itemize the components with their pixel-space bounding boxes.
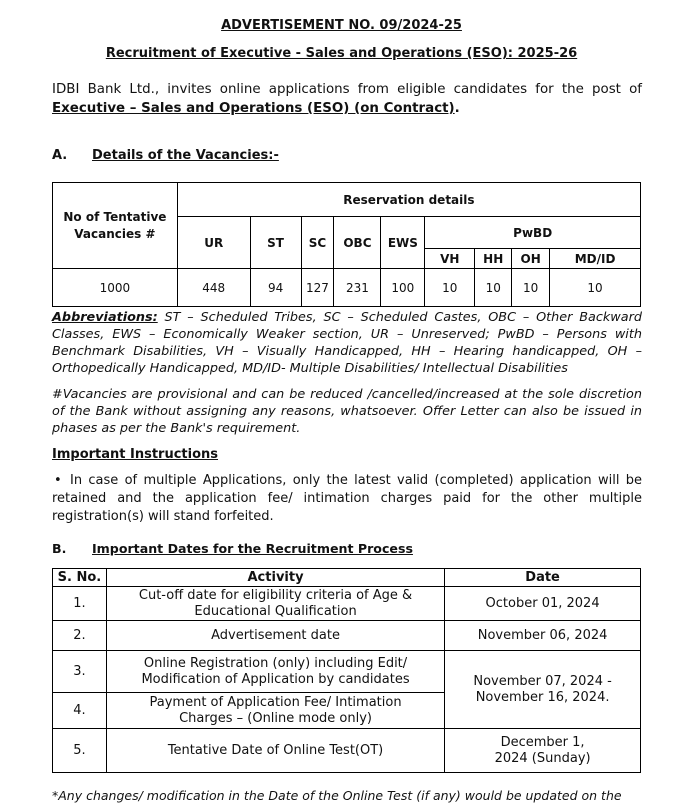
activity-header: Activity (106, 569, 444, 587)
total-vacancies: 1000 (53, 269, 178, 307)
advertisement-number: ADVERTISEMENT NO. 09/2024-25 (221, 18, 462, 33)
row-date: November 06, 2024 (445, 621, 641, 651)
row-sno: 3. (53, 651, 107, 693)
pwbd-value: 10 (425, 269, 475, 307)
abbreviations-text: ST – Scheduled Tribes, SC – Scheduled Castes, OBC – Other Backward Classes, EWS – Economically Weaker section, UR – Unreserved; PwBD – Persons with Benchmark Disabilities, VH – Visually Handicapped, HH – Hearing handicapped, OH – Orthopedically Handicapped, MD/ID- Multiple Disabilities/ Intellectual Disabilities (52, 310, 642, 376)
category-value: 100 (381, 269, 425, 307)
category-value: 231 (334, 269, 381, 307)
row-activity: Online Registration (only) including Edit/ Modification of Application by candidates (106, 651, 444, 693)
section-b-heading (52, 541, 413, 556)
post-name: Executive – Sales and Operations (ESO) (on Contract) (52, 101, 455, 116)
row-activity: Cut-off date for eligibility criteria of Age & Educational Qualification (106, 587, 444, 621)
vacancy-table (52, 182, 641, 307)
table-row (53, 621, 641, 651)
section-b-title: Important Dates for the Recruitment Process (92, 541, 413, 556)
instruction-text: In case of multiple Applications, only the latest valid (completed) application will be retained and the application fee/ intimation charges paid for the other multiple registration(s) will stand forfeited. (52, 473, 642, 524)
pwbd-header: PwBD (425, 217, 641, 249)
category-header: OBC (334, 217, 381, 269)
table-row (53, 651, 641, 693)
reservation-header: Reservation details (177, 183, 640, 217)
pwbd-category-header: MD/ID (550, 249, 641, 269)
sno-header: S. No. (53, 569, 107, 587)
category-header: ST (250, 217, 301, 269)
intro-paragraph (52, 80, 642, 118)
pwbd-value: 10 (512, 269, 550, 307)
row-activity: Payment of Application Fee/ Intimation Charges – (Online mode only) (106, 693, 444, 729)
row-date: November 07, 2024 - November 16, 2024. (445, 651, 641, 729)
pwbd-value: 10 (550, 269, 641, 307)
date-header: Date (445, 569, 641, 587)
row-date: October 01, 2024 (445, 587, 641, 621)
category-value: 448 (177, 269, 250, 307)
row-sno: 1. (53, 587, 107, 621)
instructions-heading: Important Instructions (52, 447, 219, 462)
intro-text: IDBI Bank Ltd., invites online applications from eligible candidates for the post of (52, 82, 642, 97)
pwbd-category-header: HH (475, 249, 512, 269)
category-value: 127 (301, 269, 334, 307)
intro-period: . (454, 101, 460, 116)
pwbd-category-header: VH (425, 249, 475, 269)
section-a-heading (52, 148, 279, 163)
abbreviations-note (52, 309, 642, 377)
category-header: SC (301, 217, 334, 269)
abbreviations-label: Abbreviations: (52, 310, 158, 325)
category-header: UR (177, 217, 250, 269)
row-sno: 5. (53, 729, 107, 773)
row-activity: Tentative Date of Online Test(OT) (106, 729, 444, 773)
vacancies-header: No of Tentative Vacancies # (53, 183, 178, 269)
row-date: December 1, 2024 (Sunday) (445, 729, 641, 773)
footnote: *Any changes/ modification in the Date of the Online Test (if any) would be updated on the (52, 788, 622, 803)
table-row (53, 729, 641, 773)
vacancy-provisional-note: #Vacancies are provisional and can be reduced /cancelled/increased at the sole discretion of the Bank without assigning any reasons, whatsoever. Offer Letter can also be issued in phases as per the Bank's requirement. (52, 387, 642, 436)
section-a-label: A. (52, 148, 68, 163)
page-title: Recruitment of Executive - Sales and Operations (ESO): 2025-26 (105, 46, 578, 61)
row-sno: 4. (53, 693, 107, 729)
instruction-item (52, 472, 642, 526)
important-dates-table (52, 568, 641, 773)
table-row (53, 587, 641, 621)
pwbd-category-header: OH (512, 249, 550, 269)
section-b-label: B. (52, 541, 67, 556)
section-a-title: Details of the Vacancies:- (92, 148, 279, 163)
bullet-icon: • (54, 473, 62, 488)
category-value: 94 (250, 269, 301, 307)
category-header: EWS (381, 217, 425, 269)
row-sno: 2. (53, 621, 107, 651)
pwbd-value: 10 (475, 269, 512, 307)
row-activity: Advertisement date (106, 621, 444, 651)
